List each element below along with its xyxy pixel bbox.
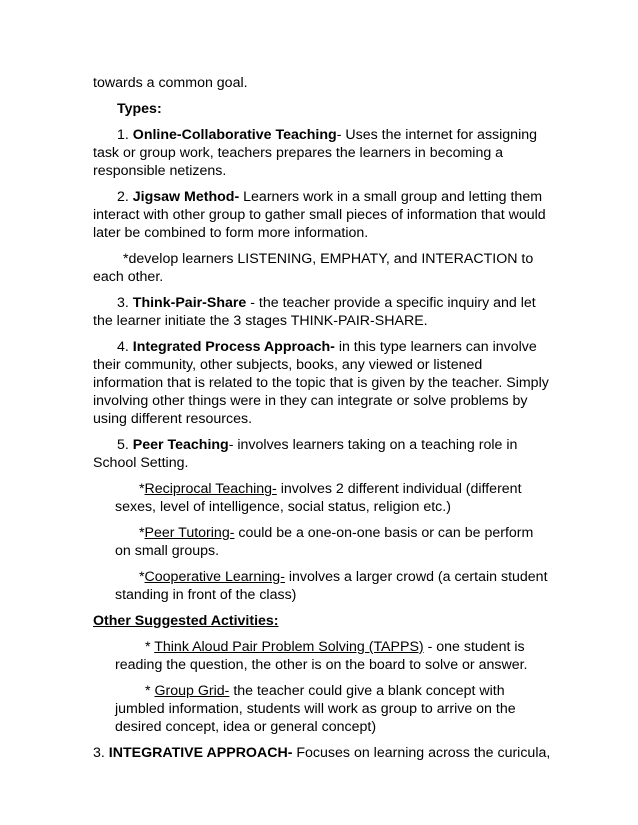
type-item-3: 3. Think-Pair-Share - the teacher provide a specific inquiry and let the learner initiate the 3 stages THINK-PAIR-SHARE.: [93, 295, 536, 329]
activity-group-grid: * Group Grid- the teacher could give a blank concept with jumbled information, students will work as group to arrive on the desired concept, idea or general concept): [115, 683, 516, 735]
other-activities-heading: Other Suggested Activities:: [93, 613, 279, 629]
type-item-2: 2. Jigsaw Method- Learners work in a small group and letting them interact with other group to gather small pieces of information that would later be combined to form more information.: [93, 189, 546, 241]
sub-item-peer-tutoring: *Peer Tutoring- could be a one-on-one basis or can be perform on small groups.: [115, 525, 534, 559]
paragraph-continuation: towards a common goal.: [93, 75, 248, 91]
note-paragraph: *develop learners LISTENING, EMPHATY, and INTERACTION to each other.: [93, 251, 534, 285]
sub-item-cooperative-learning: *Cooperative Learning- involves a larger crowd (a certain student standing in front of the class): [115, 569, 548, 603]
sub-item-reciprocal-teaching: *Reciprocal Teaching- involves 2 different individual (different sexes, level of intelligence, social status, religion etc.): [115, 481, 522, 515]
document-body: [93, 74, 553, 762]
type-item-5: 5. Peer Teaching- involves learners taking on a teaching role in School Setting.: [93, 437, 518, 471]
type-item-1: 1. Online-Collaborative Teaching- Uses the internet for assigning task or group work, teachers prepares the learners in becoming a responsible netizens.: [93, 127, 538, 179]
section-integrative-approach: 3. INTEGRATIVE APPROACH- Focuses on learning across the curicula,: [93, 745, 551, 761]
type-item-4: 4. Integrated Process Approach- in this type learners can involve their community, other subjects, books, any viewed or listened information that is related to the topic that is given by the teacher. Simply involving other things were in they can integrate or solve problems by using different resources.: [93, 339, 549, 427]
activity-tapps: * Think Aloud Pair Problem Solving (TAPPS) - one student is reading the question, the other is on the board to solve or answer.: [115, 639, 528, 673]
types-heading: Types:: [117, 101, 162, 117]
